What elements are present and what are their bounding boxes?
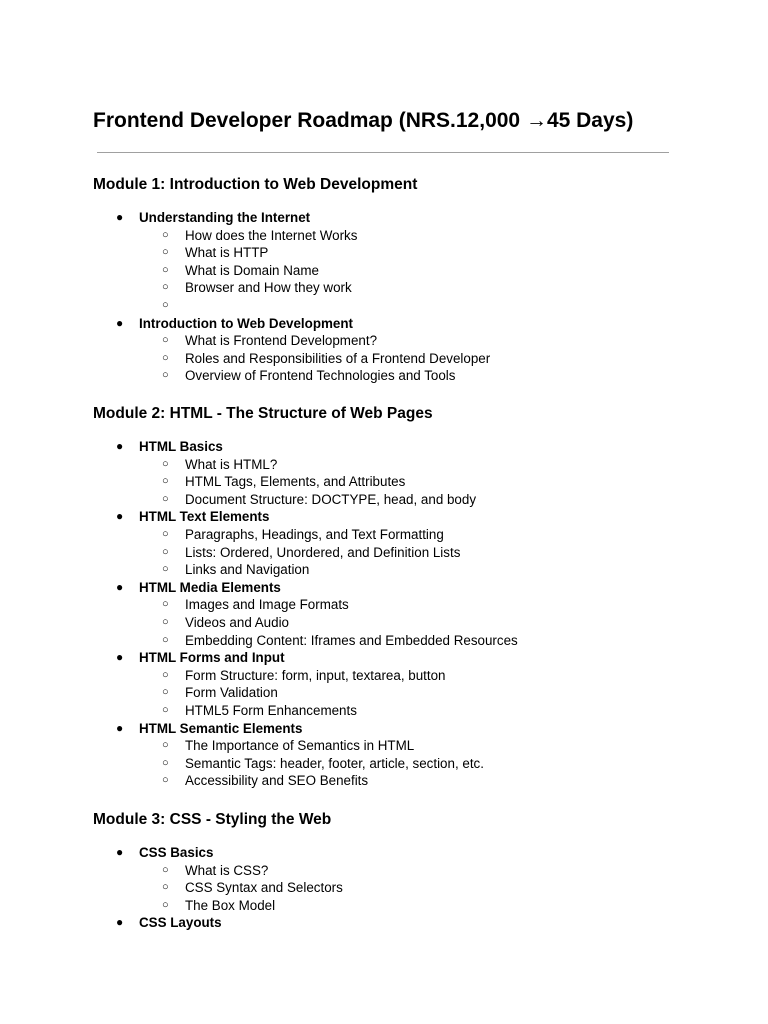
bullet-icon: ●: [116, 509, 124, 524]
module-heading: Module 3: CSS - Styling the Web: [93, 811, 332, 828]
subtopic-item: [93, 350, 713, 368]
topic-item: [93, 720, 713, 790]
topic-item: [93, 508, 713, 578]
circle-bullet-icon: ○: [162, 756, 169, 769]
subtopic-label: Embedding Content: Iframes and Embedded Resources: [185, 632, 518, 648]
subtopic-list: [93, 737, 713, 790]
subtopic-label: Lists: Ordered, Unordered, and Definition Lists: [185, 544, 461, 560]
circle-bullet-icon: ○: [162, 475, 169, 488]
subtopic-label: Roles and Responsibilities of a Frontend Developer: [185, 350, 491, 366]
circle-bullet-icon: ○: [162, 298, 169, 311]
circle-bullet-icon: ○: [162, 633, 169, 646]
subtopic-label: Document Structure: DOCTYPE, head, and body: [185, 491, 477, 507]
circle-bullet-icon: ○: [162, 739, 169, 752]
document-title: Frontend Developer Roadmap (NRS.12,000 →45 Days): [93, 109, 634, 132]
topic-label: Understanding the Internet: [139, 210, 311, 225]
circle-bullet-icon: ○: [162, 545, 169, 558]
subtopic-item: [93, 279, 713, 297]
topic-label: HTML Forms and Input: [139, 650, 285, 666]
subtopic-label: HTML Tags, Elements, and Attributes: [185, 474, 406, 490]
subtopic-label: Paragraphs, Headings, and Text Formatting: [185, 526, 444, 542]
subtopic-label: Links and Navigation: [185, 562, 310, 578]
circle-bullet-icon: ○: [162, 263, 169, 276]
subtopic-item: [93, 332, 713, 350]
bullet-icon: ●: [116, 210, 124, 224]
topic-list: [93, 209, 713, 385]
topic-label: Introduction to Web Development: [139, 315, 354, 331]
circle-bullet-icon: ○: [162, 281, 169, 294]
subtopic-label: The Box Model: [185, 897, 276, 913]
subtopic-list: [93, 332, 713, 385]
subtopic-label: What is Domain Name: [185, 262, 319, 278]
subtopic-label: Form Validation: [185, 685, 278, 701]
circle-bullet-icon: ○: [162, 246, 169, 259]
topic-item: [93, 315, 713, 385]
topic-item: [93, 438, 713, 508]
title-divider: [97, 152, 669, 153]
subtopic-label: CSS Syntax and Selectors: [185, 880, 343, 896]
circle-bullet-icon: ○: [162, 863, 169, 876]
subtopic-item: [93, 667, 713, 685]
topic-item: [93, 209, 713, 315]
subtopic-label: Images and Image Formats: [185, 597, 349, 613]
subtopic-label: What is HTTP: [185, 245, 269, 261]
topic-row: [93, 649, 713, 667]
topic-label: HTML Media Elements: [139, 579, 281, 595]
module-2: [93, 404, 713, 790]
subtopic-item: [93, 544, 713, 562]
subtopic-item: [93, 456, 713, 474]
topic-list: [93, 844, 713, 932]
module-heading: Module 1: Introduction to Web Development: [93, 176, 418, 193]
subtopic-item: [93, 367, 713, 385]
topic-item: [93, 579, 713, 649]
subtopic-label: Videos and Audio: [185, 614, 289, 630]
circle-bullet-icon: ○: [162, 881, 169, 894]
subtopic-item: [93, 526, 713, 544]
circle-bullet-icon: ○: [162, 703, 169, 716]
subtopic-list: [93, 456, 713, 509]
subtopic-item: [93, 862, 713, 880]
module-3: [93, 810, 713, 932]
circle-bullet-icon: ○: [162, 369, 169, 382]
topic-item: [93, 914, 713, 932]
subtopic-item: [93, 244, 713, 262]
bullet-icon: ●: [116, 915, 124, 930]
bullet-icon: ●: [116, 650, 124, 665]
topic-row: [93, 508, 713, 526]
circle-bullet-icon: ○: [162, 668, 169, 681]
module-heading: Module 2: HTML - The Structure of Web Pages: [93, 405, 433, 422]
subtopic-list: [93, 227, 713, 315]
subtopic-item: [93, 491, 713, 509]
bullet-icon: ●: [116, 845, 124, 859]
subtopic-item: [93, 702, 713, 720]
subtopic-label: Accessibility and SEO Benefits: [185, 773, 369, 789]
subtopic-list: [93, 862, 713, 915]
circle-bullet-icon: ○: [162, 334, 169, 347]
circle-bullet-icon: ○: [162, 898, 169, 911]
circle-bullet-icon: ○: [162, 686, 169, 699]
topic-label: HTML Text Elements: [139, 509, 270, 525]
circle-bullet-icon: ○: [162, 527, 169, 540]
subtopic-label: What is Frontend Development?: [185, 333, 378, 349]
subtopic-item: [93, 596, 713, 614]
subtopic-item: [93, 684, 713, 702]
topic-row: [93, 720, 713, 738]
bullet-icon: ●: [116, 579, 124, 594]
subtopic-label: Browser and How they work: [185, 280, 352, 296]
subtopic-item: [93, 297, 713, 315]
subtopic-label: HTML5 Form Enhancements: [185, 702, 357, 718]
circle-bullet-icon: ○: [162, 563, 169, 576]
subtopic-item: [93, 473, 713, 491]
subtopic-label: How does the Internet Works: [185, 227, 358, 243]
circle-bullet-icon: ○: [162, 615, 169, 628]
circle-bullet-icon: ○: [162, 774, 169, 787]
topic-row: [93, 438, 713, 456]
subtopic-label: What is HTML?: [185, 456, 278, 472]
subtopic-item: [93, 227, 713, 245]
subtopic-item: [93, 614, 713, 632]
subtopic-item: [93, 879, 713, 897]
topic-label: HTML Semantic Elements: [139, 720, 303, 736]
subtopic-label: The Importance of Semantics in HTML: [185, 738, 415, 754]
subtopic-label: Semantic Tags: header, footer, article, section, etc.: [185, 755, 484, 771]
subtopic-list: [93, 526, 713, 579]
topic-row: [93, 844, 713, 862]
topic-row: [93, 209, 713, 227]
subtopic-item: [93, 897, 713, 915]
topic-label: CSS Basics: [139, 845, 214, 860]
subtopic-item: [93, 755, 713, 773]
subtopic-item: [93, 561, 713, 579]
module-1: [93, 175, 713, 385]
bullet-icon: ●: [116, 315, 124, 330]
subtopic-item: [93, 737, 713, 755]
circle-bullet-icon: ○: [162, 351, 169, 364]
subtopic-label: What is CSS?: [185, 862, 269, 878]
subtopic-item: [93, 262, 713, 280]
topic-list: [93, 438, 713, 790]
circle-bullet-icon: ○: [162, 598, 169, 611]
subtopic-label: Overview of Frontend Technologies and Tools: [185, 368, 456, 384]
topic-row: [93, 914, 713, 932]
subtopic-list: [93, 596, 713, 649]
bullet-icon: ●: [116, 439, 124, 453]
subtopic-list: [93, 667, 713, 720]
topic-item: [93, 649, 713, 719]
topic-label: HTML Basics: [139, 439, 223, 454]
subtopic-item: [93, 772, 713, 790]
circle-bullet-icon: ○: [162, 457, 169, 470]
circle-bullet-icon: ○: [162, 228, 169, 241]
topic-row: [93, 579, 713, 597]
circle-bullet-icon: ○: [162, 492, 169, 505]
subtopic-item: [93, 632, 713, 650]
topic-item: [93, 844, 713, 914]
topic-label: CSS Layouts: [139, 915, 222, 931]
topic-row: [93, 315, 713, 333]
subtopic-label: Form Structure: form, input, textarea, button: [185, 667, 446, 683]
bullet-icon: ●: [116, 720, 124, 735]
